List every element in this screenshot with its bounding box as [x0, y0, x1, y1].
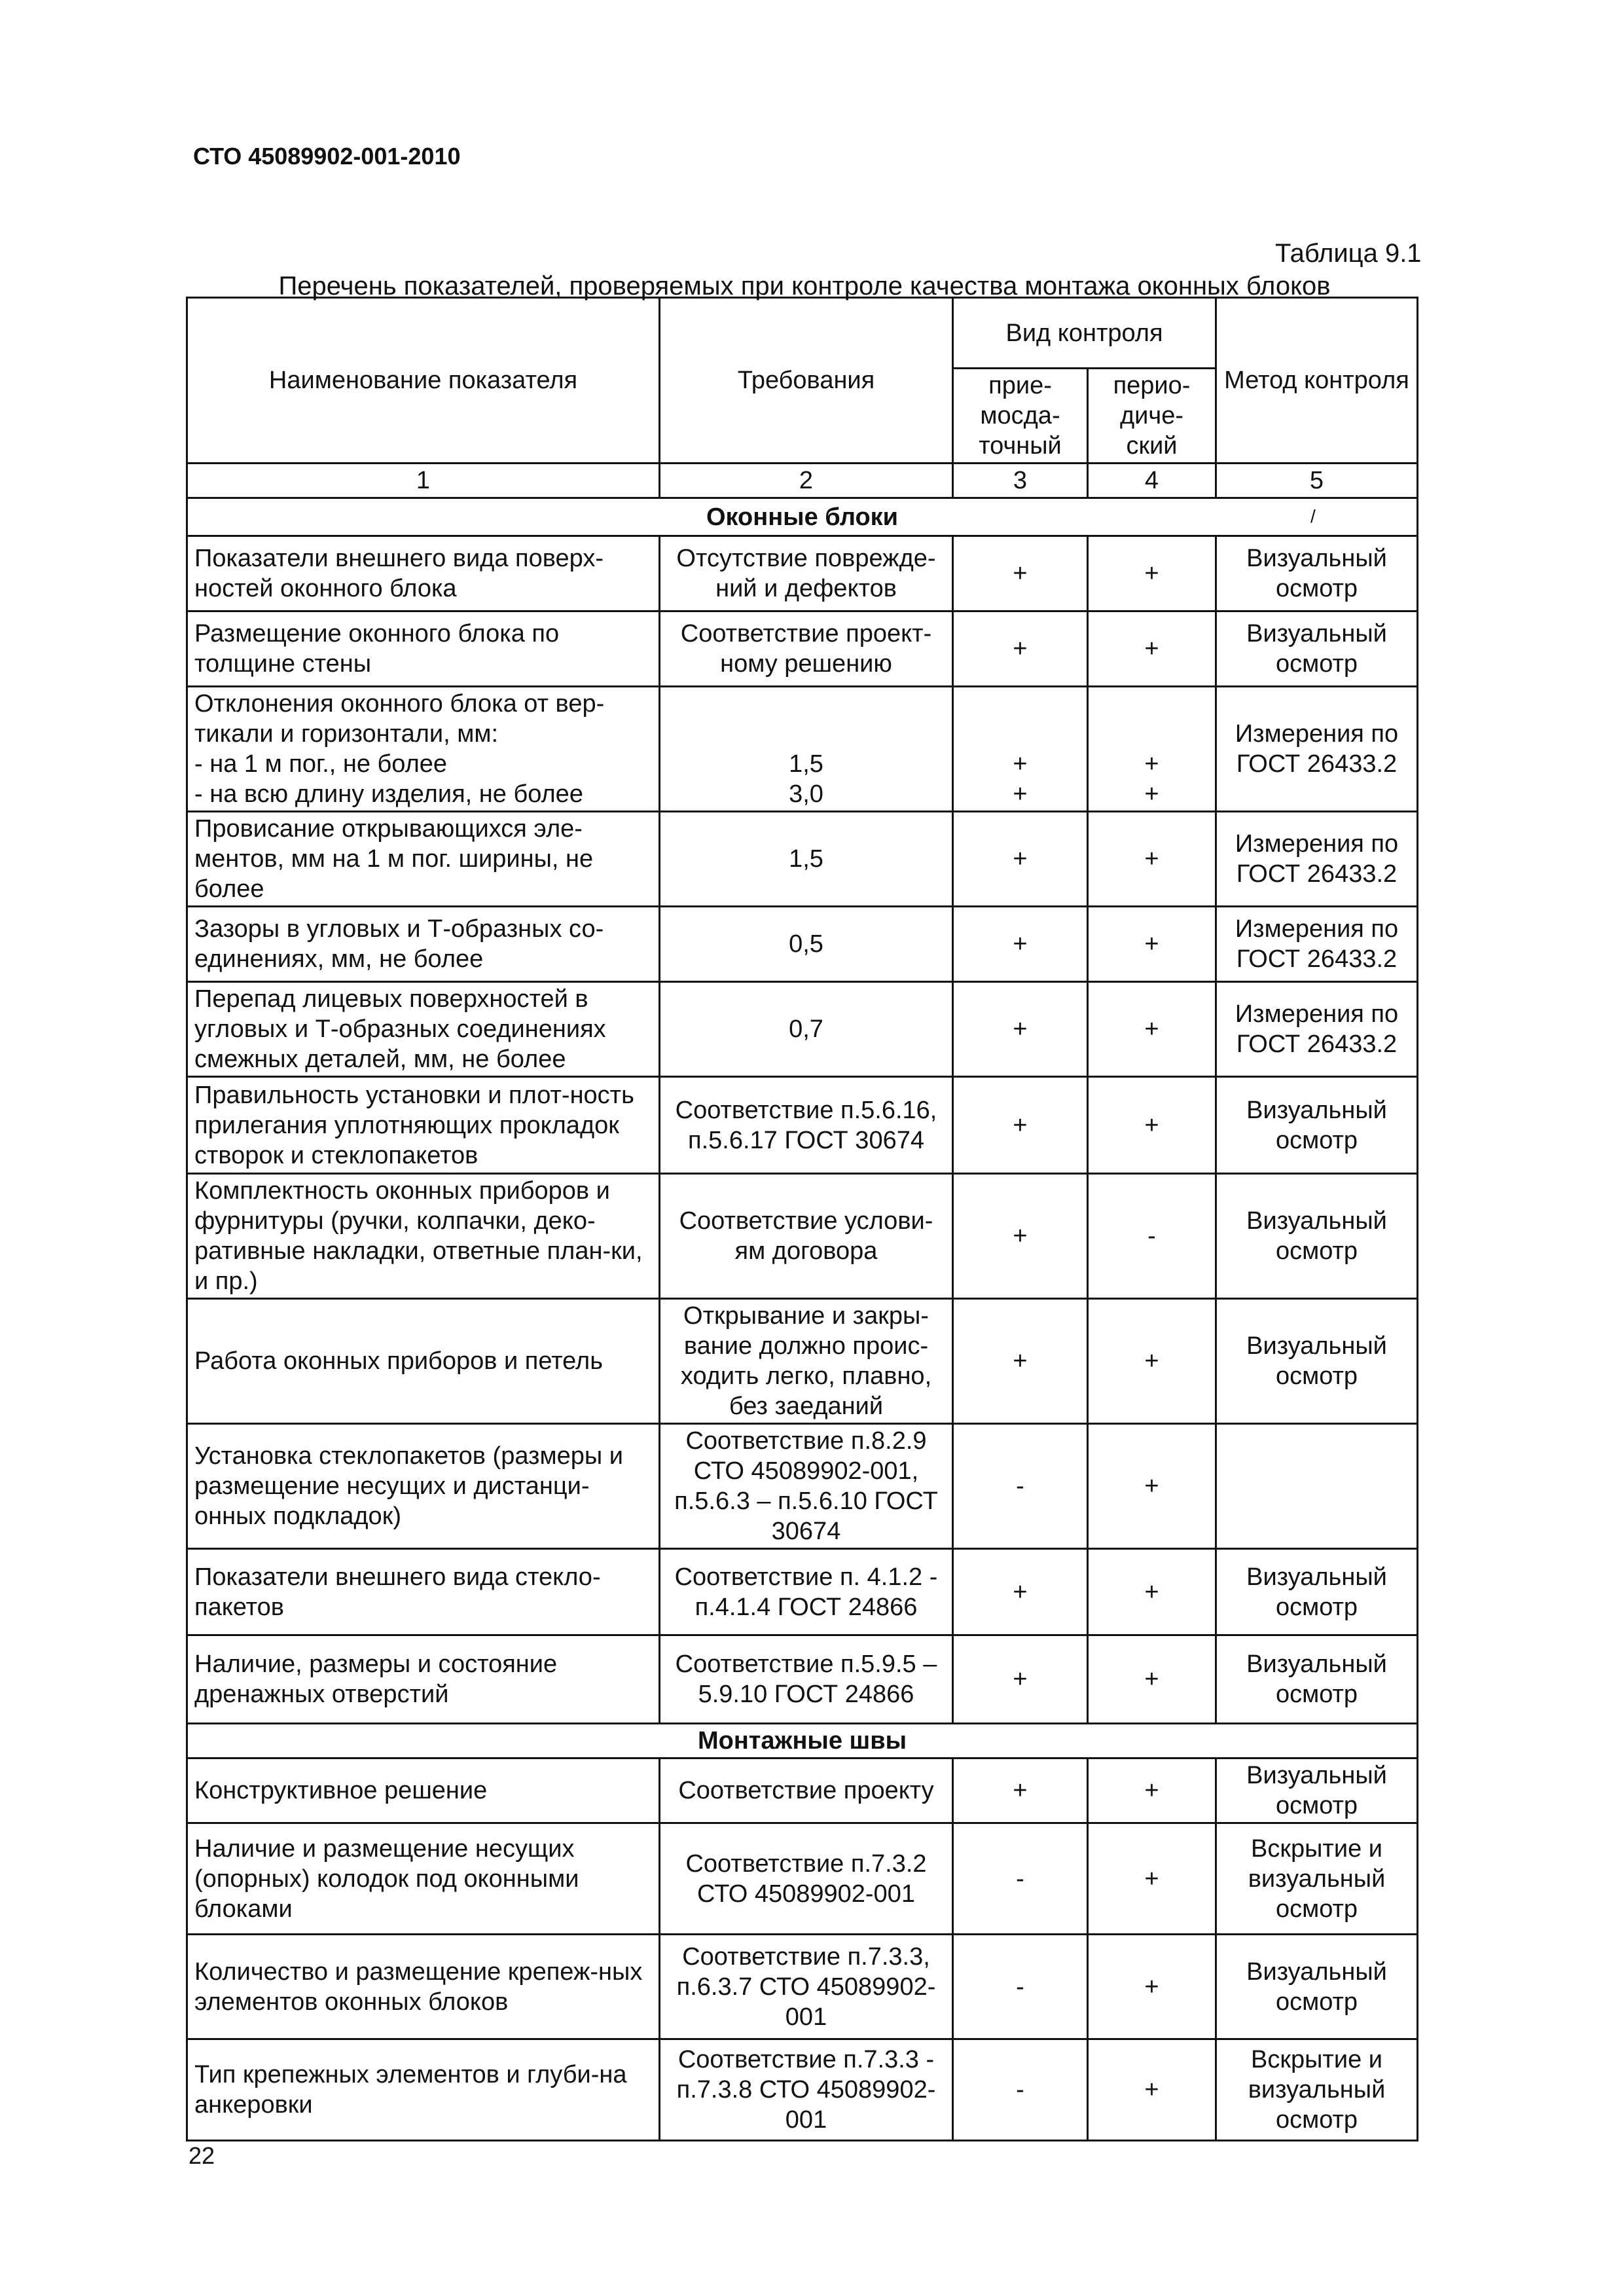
quality-control-table	[186, 297, 1418, 2141]
table-row	[187, 1935, 1418, 2039]
column-number: 1	[187, 464, 660, 498]
row-periodic: +	[1088, 812, 1216, 907]
header-periodic: перио-диче-ский	[1088, 369, 1216, 464]
row-requirement: Соответствие п.8.2.9 СТО 45089902-001, п.5.6.3 – п.5.6.10 ГОСТ 30674	[660, 1424, 953, 1549]
table-row	[187, 1174, 1418, 1299]
row-acceptance: +	[953, 1077, 1088, 1174]
row-periodic: +	[1088, 1549, 1216, 1635]
row-method	[1216, 1424, 1418, 1549]
header-acceptance: прие-мосда-точный	[953, 369, 1088, 464]
column-number: 5	[1216, 464, 1418, 498]
section-title-window-blocks	[187, 498, 1418, 536]
row-value-line: +	[1013, 750, 1028, 778]
row-name: Установка стеклопакетов (размеры и размещение несущих и дистанци-онных подкладок)	[187, 1424, 660, 1549]
row-method: Визуальный осмотр	[1216, 1077, 1418, 1174]
row-acceptance: +	[953, 1174, 1088, 1299]
table-row	[187, 1823, 1418, 1935]
column-number-row	[187, 464, 1418, 498]
row-requirement: Соответствие п.5.6.16, п.5.6.17 ГОСТ 30674	[660, 1077, 953, 1174]
row-acceptance: -	[953, 1823, 1088, 1935]
row-requirement: 0,5	[660, 907, 953, 982]
row-acceptance	[953, 687, 1088, 812]
row-acceptance: +	[953, 1635, 1088, 1724]
row-name: Наличие, размеры и состояние дренажных отверстий	[187, 1635, 660, 1724]
table-row	[187, 982, 1418, 1077]
table-row	[187, 536, 1418, 611]
header-method: Метод контроля	[1216, 298, 1418, 464]
table-row	[187, 687, 1418, 812]
row-name: Показатели внешнего вида стекло-пакетов	[187, 1549, 660, 1635]
table-row	[187, 611, 1418, 687]
table-row	[187, 1424, 1418, 1549]
row-name: Размещение оконного блока по толщине стены	[187, 611, 660, 687]
row-name: Комплектность оконных приборов и фурнитуры (ручки, колпачки, деко-ративные накладки, ответные план-ки, и пр.)	[187, 1174, 660, 1299]
row-method: Измерения по ГОСТ 26433.2	[1216, 687, 1418, 812]
row-name: Показатели внешнего вида поверх-ностей оконного блока	[187, 536, 660, 611]
row-method: Измерения по ГОСТ 26433.2	[1216, 812, 1418, 907]
row-requirement: Соответствие п.7.3.3 - п.7.3.8 СТО 45089902-001	[660, 2039, 953, 2141]
row-acceptance: +	[953, 982, 1088, 1077]
row-name-line: Отклонения оконного блока от вер-тикали и горизонтали, мм:	[194, 690, 605, 748]
header-name: Наименование показателя	[187, 298, 660, 464]
row-requirement: Соответствие проект-ному решению	[660, 611, 953, 687]
row-value-line: 1,5	[789, 750, 823, 778]
row-periodic: +	[1088, 536, 1216, 611]
row-name	[187, 687, 660, 812]
row-acceptance: +	[953, 812, 1088, 907]
row-value-line: +	[1144, 750, 1159, 778]
row-periodic: +	[1088, 1077, 1216, 1174]
row-acceptance: -	[953, 1424, 1088, 1549]
table-caption: Перечень показателей, проверяемых при контроле качества монтажа оконных блоков	[278, 272, 1331, 301]
row-requirement: Соответствие п.5.9.5 – 5.9.10 ГОСТ 24866	[660, 1635, 953, 1724]
column-number: 2	[660, 464, 953, 498]
row-periodic: +	[1088, 1935, 1216, 2039]
row-acceptance: +	[953, 1549, 1088, 1635]
row-periodic: +	[1088, 1299, 1216, 1424]
row-name: Количество и размещение крепеж-ных элементов оконных блоков	[187, 1935, 660, 2039]
row-name: Правильность установки и плот-ность прилегания уплотняющих прокладок створок и стеклопакетов	[187, 1077, 660, 1174]
section-title-text: Оконные блоки	[706, 503, 899, 531]
table-row	[187, 1758, 1418, 1823]
row-periodic: +	[1088, 1635, 1216, 1724]
row-periodic: +	[1088, 611, 1216, 687]
row-acceptance: -	[953, 2039, 1088, 2141]
row-value-line: 3,0	[789, 780, 823, 808]
row-requirement: Соответствие проекту	[660, 1758, 953, 1823]
row-requirement: Открывание и закры-вание должно проис-ходить легко, плавно, без заеданий	[660, 1299, 953, 1424]
row-periodic: +	[1088, 1758, 1216, 1823]
column-number: 4	[1088, 464, 1216, 498]
row-periodic: +	[1088, 2039, 1216, 2141]
row-acceptance: +	[953, 1758, 1088, 1823]
row-requirement: Соответствие услови-ям договора	[660, 1174, 953, 1299]
row-method: Визуальный осмотр	[1216, 1299, 1418, 1424]
row-name: Наличие и размещение несущих (опорных) колодок под оконными блоками	[187, 1823, 660, 1935]
row-periodic: +	[1088, 1424, 1216, 1549]
section-title-mounting-seams: Монтажные швы	[187, 1724, 1418, 1758]
header-control-type: Вид контроля	[953, 298, 1216, 369]
row-method: Вскрытие и визуальный осмотр	[1216, 2039, 1418, 2141]
row-name: Перепад лицевых поверхностей в угловых и Т-образных соединениях смежных деталей, мм, не более	[187, 982, 660, 1077]
row-requirement: 1,5	[660, 812, 953, 907]
row-name: Работа оконных приборов и петель	[187, 1299, 660, 1424]
table-row	[187, 1549, 1418, 1635]
row-method: Измерения по ГОСТ 26433.2	[1216, 907, 1418, 982]
row-name-line: - на всю длину изделия, не более	[194, 780, 583, 808]
row-method: Визуальный осмотр	[1216, 1549, 1418, 1635]
stray-mark: /	[1310, 506, 1316, 526]
row-method: Визуальный осмотр	[1216, 611, 1418, 687]
row-value-line: +	[1144, 780, 1159, 808]
row-acceptance: +	[953, 611, 1088, 687]
row-value-line: +	[1013, 780, 1028, 808]
row-periodic	[1088, 687, 1216, 812]
row-requirement: Соответствие п.7.3.2 СТО 45089902-001	[660, 1823, 953, 1935]
row-requirement: Соответствие п.7.3.3, п.6.3.7 СТО 45089902-001	[660, 1935, 953, 2039]
table-number: Таблица 9.1	[1275, 239, 1422, 268]
row-requirement: 0,7	[660, 982, 953, 1077]
table-row	[187, 907, 1418, 982]
header-requirements: Требования	[660, 298, 953, 464]
row-acceptance: +	[953, 1299, 1088, 1424]
table-row	[187, 1299, 1418, 1424]
row-periodic: +	[1088, 1823, 1216, 1935]
table-row	[187, 812, 1418, 907]
row-method: Измерения по ГОСТ 26433.2	[1216, 982, 1418, 1077]
row-periodic: +	[1088, 907, 1216, 982]
row-name: Провисание открывающихся эле-ментов, мм на 1 м пог. ширины, не более	[187, 812, 660, 907]
page-number: 22	[189, 2142, 215, 2169]
row-method: Вскрытие и визуальный осмотр	[1216, 1823, 1418, 1935]
row-name: Конструктивное решение	[187, 1758, 660, 1823]
row-name: Тип крепежных элементов и глуби-на анкеровки	[187, 2039, 660, 2141]
row-acceptance: -	[953, 1935, 1088, 2039]
row-requirement: Соответствие п. 4.1.2 - п.4.1.4 ГОСТ 24866	[660, 1549, 953, 1635]
row-method: Визуальный осмотр	[1216, 1935, 1418, 2039]
row-requirement	[660, 687, 953, 812]
column-number: 3	[953, 464, 1088, 498]
row-method: Визуальный осмотр	[1216, 536, 1418, 611]
document-code: СТО 45089902-001-2010	[193, 143, 461, 170]
section-row	[187, 1724, 1418, 1758]
header-row	[187, 298, 1418, 369]
row-method: Визуальный осмотр	[1216, 1758, 1418, 1823]
row-periodic: -	[1088, 1174, 1216, 1299]
row-method: Визуальный осмотр	[1216, 1174, 1418, 1299]
row-name: Зазоры в угловых и Т-образных со-единениях, мм, не более	[187, 907, 660, 982]
table-row	[187, 1077, 1418, 1174]
row-acceptance: +	[953, 536, 1088, 611]
row-acceptance: +	[953, 907, 1088, 982]
row-requirement: Отсутствие поврежде-ний и дефектов	[660, 536, 953, 611]
table-row	[187, 1635, 1418, 1724]
table-row	[187, 2039, 1418, 2141]
row-periodic: +	[1088, 982, 1216, 1077]
section-row	[187, 498, 1418, 536]
row-method: Визуальный осмотр	[1216, 1635, 1418, 1724]
row-name-line: - на 1 м пог., не более	[194, 750, 448, 778]
